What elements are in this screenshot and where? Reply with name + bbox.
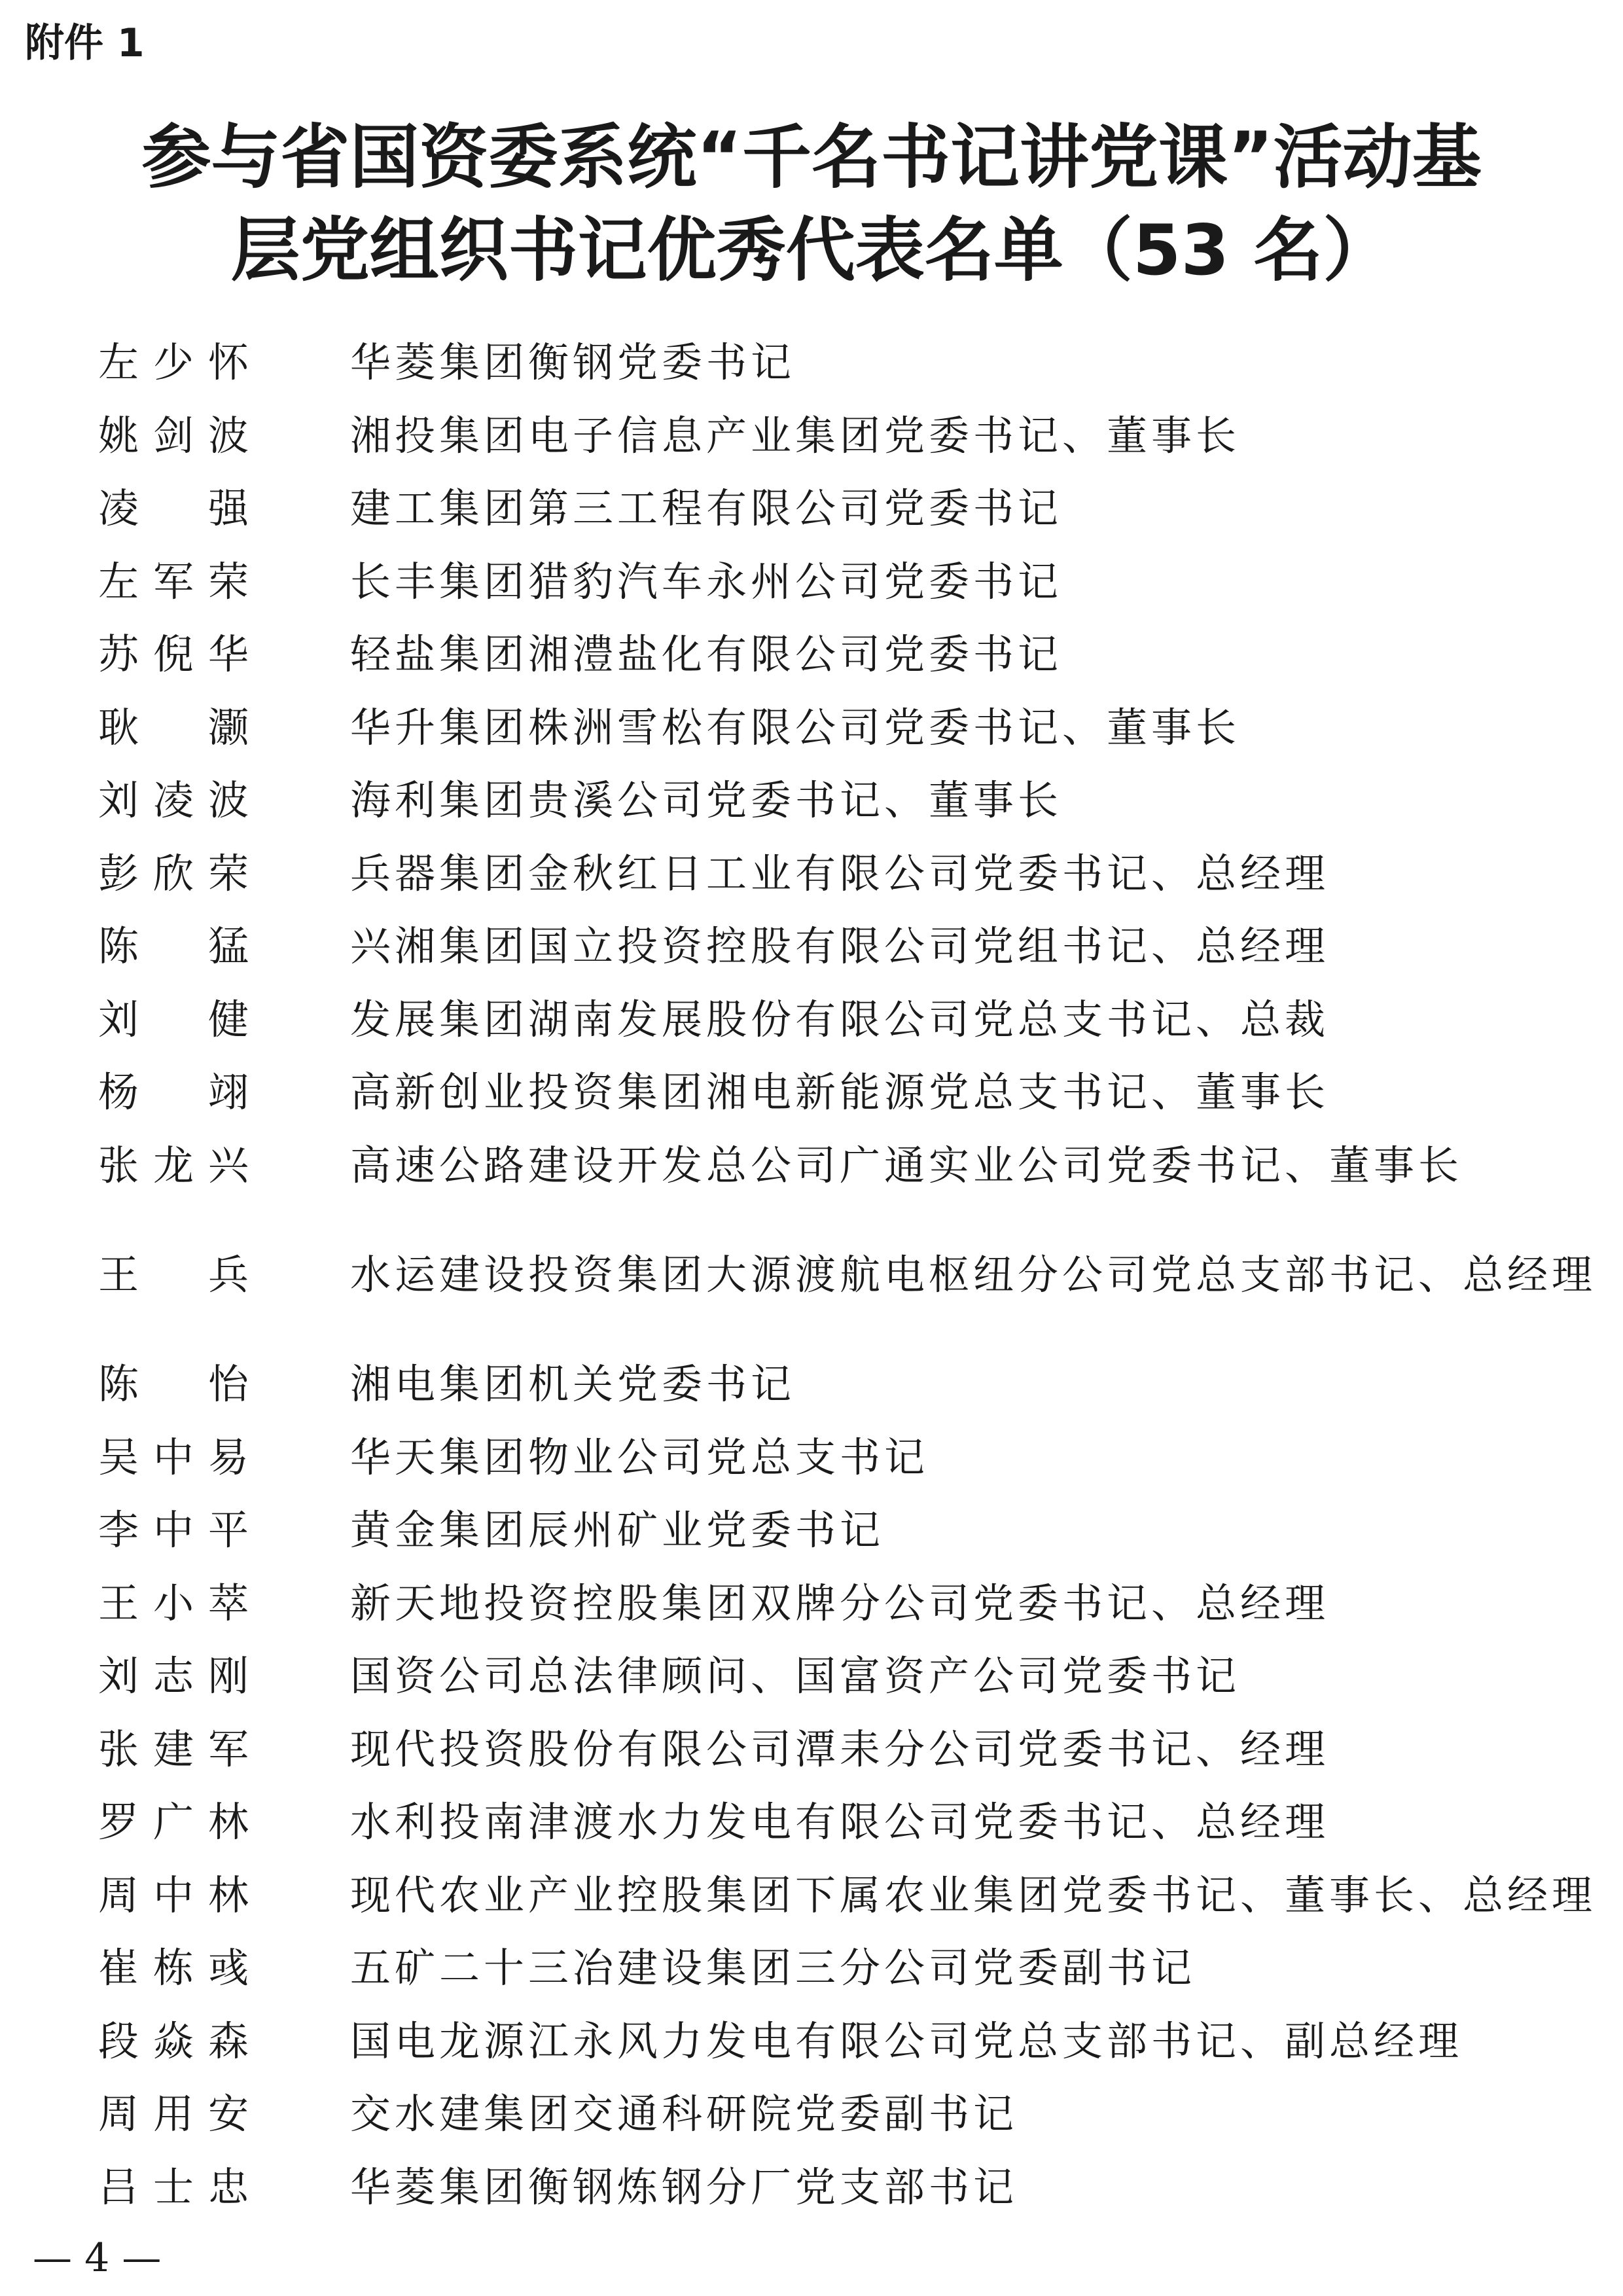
document-title-line-2: 层党组织书记优秀代表名单（53 名）	[230, 210, 1393, 291]
list-item	[98, 1494, 1603, 1567]
representative-name: 苏倪华	[98, 630, 249, 679]
representative-name: 杨 翊	[98, 1068, 249, 1117]
representative-name: 吕士忠	[98, 2162, 249, 2211]
representative-position: 长丰集团猎豹汽车永州公司党委书记	[350, 557, 1063, 605]
representative-position: 华菱集团衡钢炼钢分厂党支部书记	[350, 2162, 1018, 2211]
representative-name: 刘志刚	[98, 1652, 249, 1700]
representative-position: 水运建设投资集团大源渡航电枢纽分公司党总支部书记、总经理	[350, 1251, 1597, 1299]
representative-position: 五矿二十三冶建设集团三分公司党委副书记	[350, 1944, 1196, 1992]
representative-position: 华天集团物业公司党总支书记	[350, 1433, 929, 1481]
representative-list	[98, 326, 1603, 2223]
list-item	[98, 326, 1603, 399]
representative-name: 周用安	[98, 2090, 249, 2138]
representative-position: 水利投南津渡水力发电有限公司党委书记、总经理	[350, 1798, 1330, 1846]
list-item	[98, 1056, 1603, 1129]
representative-name: 凌 强	[98, 484, 249, 533]
list-item	[98, 1785, 1603, 1859]
list-item	[98, 1859, 1603, 1932]
list-item	[98, 1202, 1603, 1348]
representative-position: 兵器集团金秋红日工业有限公司党委书记、总经理	[350, 849, 1330, 897]
list-item	[98, 1348, 1603, 1421]
list-item	[98, 837, 1603, 910]
list-item	[98, 618, 1603, 691]
representative-name: 陈 猛	[98, 922, 249, 971]
list-item	[98, 1931, 1603, 2005]
representative-name: 张龙兴	[98, 1141, 249, 1189]
representative-name: 彭欣荣	[98, 849, 249, 897]
representative-name: 姚剑波	[98, 411, 249, 459]
list-item	[98, 983, 1603, 1056]
list-item	[98, 764, 1603, 837]
representative-name: 崔栋彧	[98, 1944, 249, 1992]
representative-position: 华升集团株洲雪松有限公司党委书记、董事长	[350, 703, 1241, 751]
representative-name: 罗广林	[98, 1798, 249, 1846]
representative-position: 国电龙源江永风力发电有限公司党总支部书记、副总经理	[350, 2017, 1463, 2065]
list-item	[98, 1640, 1603, 1713]
list-item	[98, 545, 1603, 619]
representative-position: 兴湘集团国立投资控股有限公司党组书记、总经理	[350, 922, 1330, 971]
list-item	[98, 2005, 1603, 2078]
document-title-line-1: 参与省国资委系统“千名书记讲党课”活动基	[141, 117, 1482, 198]
representative-position: 现代农业产业控股集团下属农业集团党委书记、董事长、总经理	[350, 1871, 1597, 1919]
representative-name: 陈 怡	[98, 1360, 249, 1408]
representative-position: 高新创业投资集团湘电新能源党总支书记、董事长	[350, 1068, 1330, 1117]
representative-position: 湘投集团电子信息产业集团党委书记、董事长	[350, 411, 1241, 459]
representative-name: 周中林	[98, 1871, 249, 1919]
representative-name: 耿 灏	[98, 703, 249, 751]
list-item	[98, 2077, 1603, 2151]
representative-name: 李中平	[98, 1506, 249, 1554]
representative-name: 刘凌波	[98, 776, 249, 825]
representative-position: 黄金集团辰州矿业党委书记	[350, 1506, 885, 1554]
representative-position: 发展集团湖南发展股份有限公司党总支书记、总裁	[350, 995, 1330, 1043]
representative-name: 段焱森	[98, 2017, 249, 2065]
list-item	[98, 2151, 1603, 2224]
representative-position: 交水建集团交通科研院党委副书记	[350, 2090, 1018, 2138]
list-item	[98, 691, 1603, 764]
representative-position: 轻盐集团湘澧盐化有限公司党委书记	[350, 630, 1063, 679]
list-item	[98, 1567, 1603, 1640]
representative-name: 王 兵	[98, 1251, 249, 1299]
attachment-label: 附件 1	[25, 20, 145, 66]
page-number: — 4 —	[33, 2235, 162, 2281]
representative-position: 建工集团第三工程有限公司党委书记	[350, 484, 1063, 533]
document-title	[0, 111, 1623, 297]
list-item	[98, 1421, 1603, 1494]
representative-name: 张建军	[98, 1725, 249, 1773]
list-item	[98, 399, 1603, 473]
list-item	[98, 1713, 1603, 1786]
representative-position: 高速公路建设开发总公司广通实业公司党委书记、董事长	[350, 1141, 1463, 1189]
representative-position: 海利集团贵溪公司党委书记、董事长	[350, 776, 1063, 825]
list-item	[98, 910, 1603, 983]
representative-name: 左少怀	[98, 338, 249, 387]
representative-position: 湘电集团机关党委书记	[350, 1360, 796, 1408]
representative-position: 现代投资股份有限公司潭耒分公司党委书记、经理	[350, 1725, 1330, 1773]
representative-name: 左军荣	[98, 557, 249, 605]
representative-position: 华菱集团衡钢党委书记	[350, 338, 796, 387]
representative-name: 刘 健	[98, 995, 249, 1043]
representative-position: 国资公司总法律顾问、国富资产公司党委书记	[350, 1652, 1241, 1700]
list-item	[98, 1129, 1603, 1202]
representative-position: 新天地投资控股集团双牌分公司党委书记、总经理	[350, 1579, 1330, 1627]
representative-name: 王小萃	[98, 1579, 249, 1627]
representative-name: 吴中易	[98, 1433, 249, 1481]
list-item	[98, 472, 1603, 545]
